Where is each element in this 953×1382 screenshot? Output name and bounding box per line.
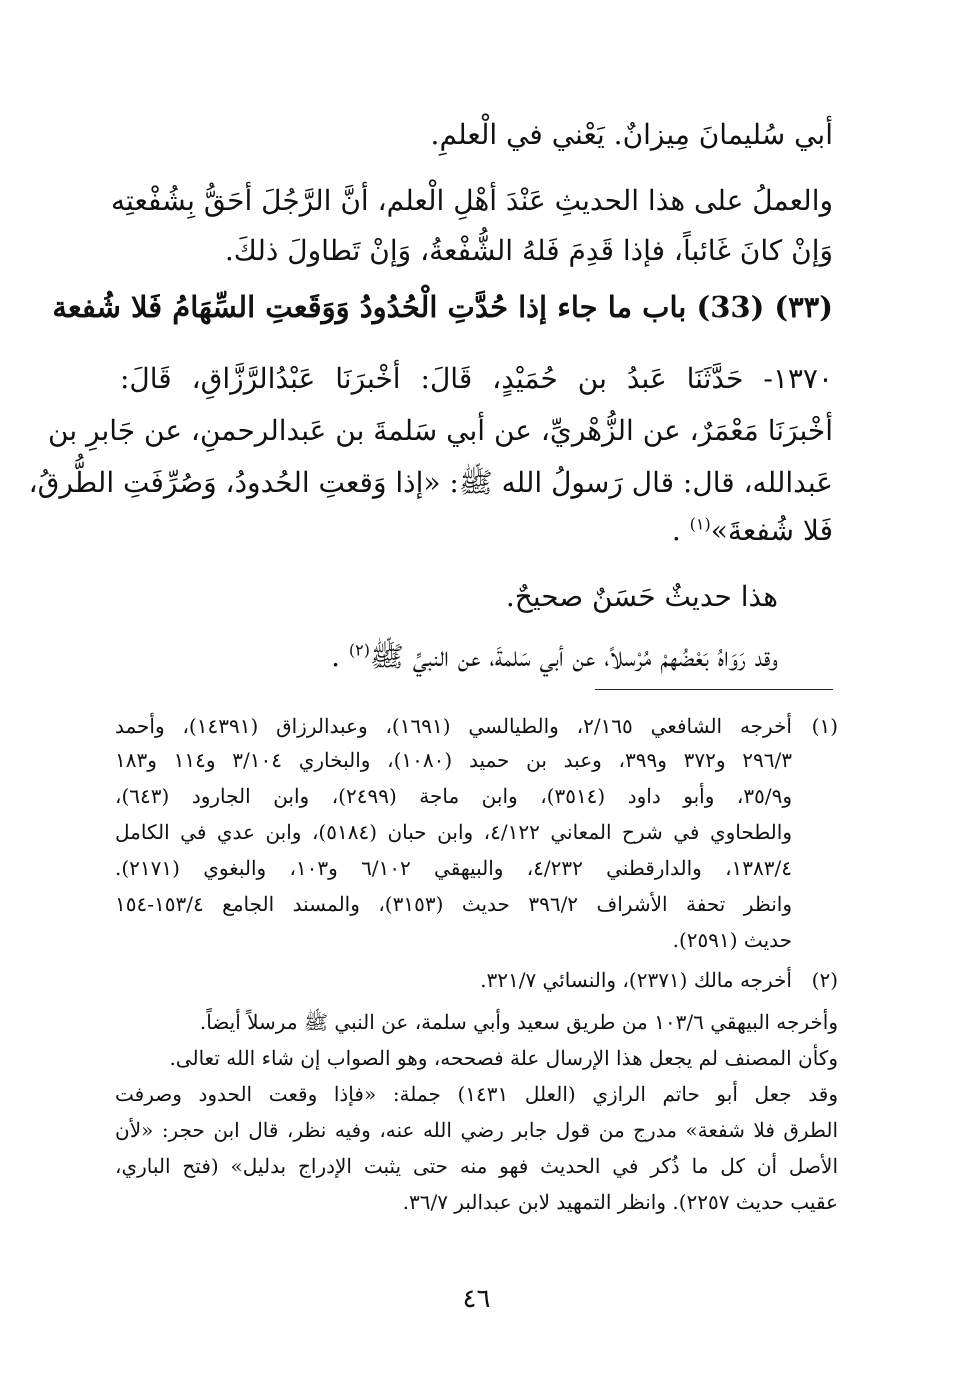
footnote-1-number: (١) [811,714,838,738]
footnote-1-text: ١٣٨٣/٤، والدارقطني ٤/٢٣٢، والبيهقي ٦/١٠٢ و١٠٣، والبغوي (٢١٧١). [115,856,792,880]
footnote-ref-2: (٢) [348,640,370,660]
footnote-2-line-3 [115,1046,838,1076]
footnote-1-line-6 [115,892,838,922]
footnote-1-line-1 [115,714,838,744]
hadith-line-2: أخْبرَنَا مَعْمَرٌ، عن الزُّهْريِّ، عن أبي سَلمةَ بن عَبدالرحمنِ، عن جَابرِ بن [48,414,833,447]
footnote-2-text: وكأن المصنف لم يجعل هذا الإرسال علة فصححه، وهو الصواب إن شاء الله تعالى. [169,1046,838,1070]
footnote-2-line-6 [115,1154,838,1184]
footnote-2-line-1 [115,968,838,998]
footnote-2-text: وأخرجه البيهقي ١٠٣/٦ من طريق سعيد وأبي سلمة، عن النبي ﷺ مرسلاً أيضاً. [199,1010,838,1034]
footnote-2-line-2 [115,1010,838,1040]
footnote-1-line-7 [115,928,838,958]
footnote-1-text: والطحاوي في شرح المعاني ٤/١٢٢، وابن حبان (٥١٨٤)، وابن عدي في الكامل [115,820,792,844]
hadith-line-4 [120,514,833,547]
footnote-1-line-2 [115,748,838,778]
footnote-2-text: الطرق فلا شفعة» مدرج من قول جابر رضي الله عنه، وفيه نظر، قال ابن حجر: «لأن [115,1118,838,1142]
footnote-1-line-4 [115,820,838,850]
footnote-1-text: أخرجه الشافعي ٢/١٦٥، والطيالسي (١٦٩١)، وعبدالرزاق (١٤٣٩١)، وأحمد [115,714,792,738]
footnote-2-number: (٢) [811,968,838,992]
footnote-1-text: حديث (٢٥٩١). [672,928,792,952]
footnote-2-line-4 [115,1082,838,1112]
footnote-1-line-3 [115,784,838,814]
hadith-line-4-text: فَلا شُفعةَ» [710,514,833,547]
footnote-2-text: الأصل أن كل ما ذُكر في الحديث فهو منه حتى يثبت الإدراج بدليل» (فتح الباري، [115,1154,838,1178]
footnote-1-text: وانظر تحفة الأشراف ٣٩٦/٢ حديث (٣١٥٣)، والمسند الجامع ١٥٣/٤-١٥٤ [115,892,792,916]
main-text-line-2: والعملُ على هذا الحديثِ عَنْدَ أهْلِ الْعلم، أنَّ الرَّجُلَ أحَقُّ بِشُفْعتِه [111,184,833,217]
main-text-line-3: وَإنْ كانَ غَائباً، فإذا قَدِمَ فَلهُ الشُّفْعةُ، وَإنْ تَطاولَ ذلكَ. [224,234,833,267]
footnote-separator [595,689,833,690]
footnote-1-line-5 [115,856,838,886]
grading-line-1: هذا حديثٌ حَسَنٌ صحيحٌ. [505,580,778,613]
page-number: ٤٦ [462,1284,491,1314]
footnote-2-line-7 [115,1190,838,1220]
grading-line-2-text: وقد رَوَاهُ بَعْضُهمْ مُرْسلاً، عن أبي سَلمةَ، عن النبيِّ ﷺ [369,640,778,673]
chapter-heading: (٣٣) (33) باب ما جاء إذا حُدَّتِ الْحُدُودُ وَوَقَعتِ السِّهَامُ فَلا شُفعة [52,290,833,324]
footnote-1-text: و٣٥/٩، وأبو داود (٣٥١٤)، وابن ماجة (٢٤٩٩)، وابن الجارود (٦٤٣)، [115,784,792,808]
footnote-ref-1: (١) [689,514,711,534]
hadith-line-3: عَبدالله، قال: قال رَسولُ الله ﷺ: «إذا وَقعتِ الحُدودُ، وَصُرِّفَتِ الطُّرقُ، [28,466,833,499]
main-text-line-1: أبي سُليمانَ مِيزانٌ. يَعْني في الْعلمِ. [430,118,833,151]
footnote-1-text: ٢٩٦/٣ و٣٧٢ و٣٩٩، وعبد بن حميد (١٠٨٠)، والبخاري ٣/١٠٤ و١١٤ و١٨٣ [115,748,793,772]
footnote-2-text: وقد جعل أبو حاتم الرازي (العلل ١٤٣١) جملة: «فإذا وقعت الحدود وصرفت [115,1082,838,1106]
footnote-2-text: أخرجه مالك (٢٣٧١)، والنسائي ٣٢١/٧. [480,968,792,992]
footnote-2-text: عقيب حديث ٢٢٥٧). وانظر التمهيد لابن عبدالبر ٣٦/٧. [402,1190,838,1214]
hadith-line-1: ١٣٧٠- حَدَّثَنَا عَبدُ بن حُمَيْدٍ، قَالَ: أخْبرَنَا عَبْدُالرَّزَّاقِ، قَالَ: [120,362,833,395]
grading-line-2-end: . [331,640,340,673]
footnote-2-line-5 [115,1118,838,1148]
hadith-line-4-end: . [671,514,681,547]
grading-line-2 [120,640,778,680]
